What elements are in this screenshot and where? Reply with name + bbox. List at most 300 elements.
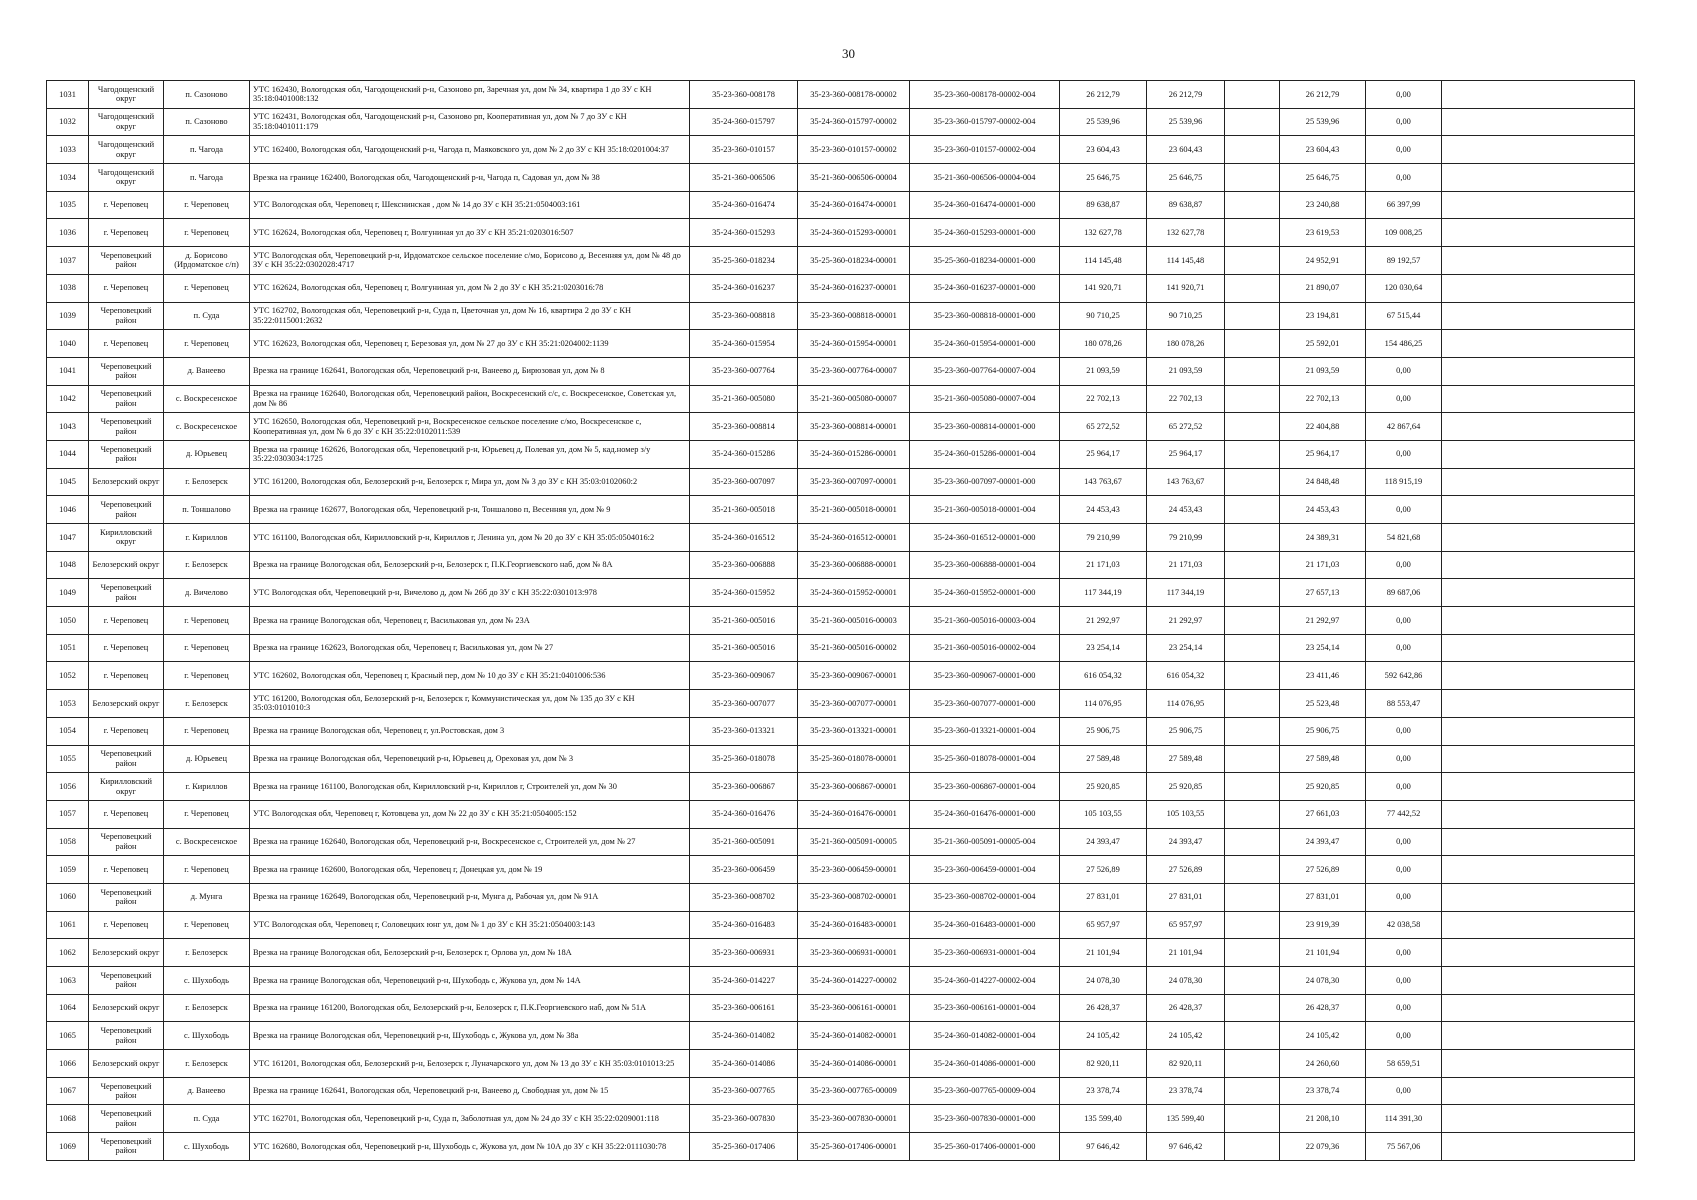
blank-cell — [1225, 994, 1280, 1022]
part-one-cell: 24 078,30 — [1280, 967, 1366, 995]
sub-code-cell: 35-23-360-006931-00001 — [798, 939, 910, 967]
locality-cell: г. Череповец — [164, 634, 250, 662]
full-code-cell: 35-23-360-007077-00001-000 — [910, 690, 1060, 718]
locality-cell: д. Юрьевец — [164, 440, 250, 468]
sub-code-cell: 35-21-360-005080-00007 — [798, 385, 910, 413]
row-number: 1060 — [47, 883, 89, 911]
blank-cell — [1225, 496, 1280, 524]
note-cell — [1442, 690, 1635, 718]
part-two-cell: 0,00 — [1366, 994, 1442, 1022]
part-one-cell: 25 906,75 — [1280, 717, 1366, 745]
sub-code-cell: 35-21-360-005018-00001 — [798, 496, 910, 524]
locality-cell: п. Чагода — [164, 164, 250, 192]
address-cell: Врезка на границе Вологодская обл, Череповец г, ул.Ростовская, дом 3 — [250, 717, 690, 745]
total-cost-cell: 65 957,97 — [1060, 911, 1147, 939]
district-cell: г. Череповец — [89, 800, 164, 828]
total-cost-cell: 135 599,40 — [1060, 1105, 1147, 1133]
table-row — [47, 357, 1635, 385]
sub-code-cell: 35-24-360-014227-00002 — [798, 967, 910, 995]
full-code-cell: 35-23-360-007097-00001-000 — [910, 468, 1060, 496]
part-two-cell: 0,00 — [1366, 81, 1442, 109]
sub-code-cell: 35-25-360-017406-00001 — [798, 1133, 910, 1161]
cost-cell: 27 526,89 — [1147, 856, 1225, 884]
address-cell: Врезка на границе Вологодская обл, Череповец г, Васильковая ул, дом № 23А — [250, 607, 690, 635]
part-two-cell: 109 008,25 — [1366, 219, 1442, 247]
total-cost-cell: 114 076,95 — [1060, 690, 1147, 718]
blank-cell — [1225, 330, 1280, 358]
full-code-cell: 35-25-360-018078-00001-004 — [910, 745, 1060, 773]
locality-cell: г. Череповец — [164, 911, 250, 939]
row-number: 1037 — [47, 247, 89, 275]
locality-cell: г. Белозерск — [164, 690, 250, 718]
blank-cell — [1225, 800, 1280, 828]
total-cost-cell: 114 145,48 — [1060, 247, 1147, 275]
part-two-cell: 88 553,47 — [1366, 690, 1442, 718]
object-code-cell: 35-23-360-009067 — [690, 662, 798, 690]
total-cost-cell: 24 078,30 — [1060, 967, 1147, 995]
cost-cell: 114 145,48 — [1147, 247, 1225, 275]
locality-cell: д. Мунга — [164, 883, 250, 911]
full-code-cell: 35-23-360-006161-00001-004 — [910, 994, 1060, 1022]
district-cell: г. Череповец — [89, 607, 164, 635]
part-two-cell: 0,00 — [1366, 551, 1442, 579]
district-cell: Белозерский округ — [89, 994, 164, 1022]
full-code-cell: 35-23-360-008178-00002-004 — [910, 81, 1060, 109]
locality-cell: д. Борисово (Ирдоматское с/п) — [164, 247, 250, 275]
sub-code-cell: 35-24-360-016474-00001 — [798, 191, 910, 219]
total-cost-cell: 24 453,43 — [1060, 496, 1147, 524]
sub-code-cell: 35-24-360-015286-00001 — [798, 440, 910, 468]
locality-cell: г. Череповец — [164, 219, 250, 247]
part-one-cell: 22 079,36 — [1280, 1133, 1366, 1161]
district-cell: Кирилловский округ — [89, 773, 164, 801]
address-cell: УТС 162400, Вологодская обл, Чагодощенский р-н, Чагода п, Маяковского ул, дом № 2 до ЗУ с КН 35:18:0201004:37 — [250, 136, 690, 164]
address-cell: Врезка на границе 162400, Вологодская обл, Чагодощенский р-н, Чагода п, Садовая ул, дом № 38 — [250, 164, 690, 192]
cost-cell: 65 957,97 — [1147, 911, 1225, 939]
part-two-cell: 0,00 — [1366, 496, 1442, 524]
table-row — [47, 385, 1635, 413]
blank-cell — [1225, 939, 1280, 967]
row-number: 1050 — [47, 607, 89, 635]
sub-code-cell: 35-24-360-016476-00001 — [798, 800, 910, 828]
cost-cell: 89 638,87 — [1147, 191, 1225, 219]
part-one-cell: 21 292,97 — [1280, 607, 1366, 635]
note-cell — [1442, 191, 1635, 219]
address-cell: УТС 161200, Вологодская обл, Белозерский р-н, Белозерск г, Коммунистическая ул, дом № 135 до ЗУ с КН 35:03:0101010:3 — [250, 690, 690, 718]
locality-cell: г. Череповец — [164, 330, 250, 358]
page-number: 30 — [842, 46, 855, 61]
note-cell — [1442, 413, 1635, 441]
address-cell: УТС 162602, Вологодская обл, Череповец г, Красный пер, дом № 10 до ЗУ с КН 35:21:0401006:536 — [250, 662, 690, 690]
cost-cell: 135 599,40 — [1147, 1105, 1225, 1133]
object-code-cell: 35-24-360-015293 — [690, 219, 798, 247]
district-cell: Чагодощенский округ — [89, 108, 164, 136]
sub-code-cell: 35-23-360-007097-00001 — [798, 468, 910, 496]
address-cell: Врезка на границе Вологодская обл, Череповецкий р-н, Шухободь с, Жукова ул, дом № 38а — [250, 1022, 690, 1050]
part-two-cell: 0,00 — [1366, 136, 1442, 164]
cost-cell: 25 906,75 — [1147, 717, 1225, 745]
sub-code-cell: 35-23-360-007077-00001 — [798, 690, 910, 718]
cost-cell: 21 171,03 — [1147, 551, 1225, 579]
table-row — [47, 1050, 1635, 1078]
total-cost-cell: 26 428,37 — [1060, 994, 1147, 1022]
part-one-cell: 24 453,43 — [1280, 496, 1366, 524]
note-cell — [1442, 634, 1635, 662]
part-one-cell: 24 393,47 — [1280, 828, 1366, 856]
district-cell: г. Череповец — [89, 662, 164, 690]
full-code-cell: 35-23-360-008814-00001-000 — [910, 413, 1060, 441]
part-one-cell: 25 646,75 — [1280, 164, 1366, 192]
sub-code-cell: 35-23-360-008702-00001 — [798, 883, 910, 911]
part-two-cell: 42 867,64 — [1366, 413, 1442, 441]
part-one-cell: 24 848,48 — [1280, 468, 1366, 496]
blank-cell — [1225, 579, 1280, 607]
blank-cell — [1225, 274, 1280, 302]
note-cell — [1442, 551, 1635, 579]
table-row — [47, 302, 1635, 330]
full-code-cell: 35-23-360-010157-00002-004 — [910, 136, 1060, 164]
part-two-cell: 154 486,25 — [1366, 330, 1442, 358]
cost-cell: 26 428,37 — [1147, 994, 1225, 1022]
locality-cell: г. Белозерск — [164, 939, 250, 967]
part-two-cell: 118 915,19 — [1366, 468, 1442, 496]
locality-cell: п. Тоншалово — [164, 496, 250, 524]
full-code-cell: 35-23-360-007764-00007-004 — [910, 357, 1060, 385]
table-row — [47, 468, 1635, 496]
full-code-cell: 35-24-360-016512-00001-000 — [910, 524, 1060, 552]
object-code-cell: 35-25-360-017406 — [690, 1133, 798, 1161]
district-cell: г. Череповец — [89, 856, 164, 884]
blank-cell — [1225, 1105, 1280, 1133]
total-cost-cell: 21 292,97 — [1060, 607, 1147, 635]
table-row — [47, 551, 1635, 579]
district-cell: Череповецкий район — [89, 1105, 164, 1133]
blank-cell — [1225, 302, 1280, 330]
address-cell: УТС 162430, Вологодская обл, Чагодощенский р-н, Сазоново рп, Заречная ул, дом № 34, квартира 1 до ЗУ с КН 35:18:0401008:132 — [250, 81, 690, 109]
district-cell: г. Череповец — [89, 634, 164, 662]
blank-cell — [1225, 108, 1280, 136]
table-row — [47, 330, 1635, 358]
note-cell — [1442, 662, 1635, 690]
total-cost-cell: 105 103,55 — [1060, 800, 1147, 828]
full-code-cell: 35-23-360-013321-00001-004 — [910, 717, 1060, 745]
full-code-cell: 35-23-360-007830-00001-000 — [910, 1105, 1060, 1133]
part-two-cell: 0,00 — [1366, 828, 1442, 856]
blank-cell — [1225, 1077, 1280, 1105]
table-row — [47, 717, 1635, 745]
sub-code-cell: 35-23-360-007765-00009 — [798, 1077, 910, 1105]
total-cost-cell: 27 589,48 — [1060, 745, 1147, 773]
district-cell: Череповецкий район — [89, 413, 164, 441]
blank-cell — [1225, 136, 1280, 164]
address-cell: Врезка на границе 162649, Вологодская обл, Череповецкий р-н, Мунга д, Рабочая ул, дом № 91А — [250, 883, 690, 911]
address-cell: Врезка на границе Вологодская обл, Череповецкий р-н, Юрьевец д, Ореховая ул, дом № 3 — [250, 745, 690, 773]
full-code-cell: 35-23-360-008818-00001-000 — [910, 302, 1060, 330]
district-cell: Чагодощенский округ — [89, 81, 164, 109]
full-code-cell: 35-21-360-005016-00002-004 — [910, 634, 1060, 662]
table-row — [47, 828, 1635, 856]
part-two-cell: 0,00 — [1366, 967, 1442, 995]
object-code-cell: 35-23-360-013321 — [690, 717, 798, 745]
note-cell — [1442, 524, 1635, 552]
note-cell — [1442, 219, 1635, 247]
table-row — [47, 800, 1635, 828]
total-cost-cell: 25 539,96 — [1060, 108, 1147, 136]
object-code-cell: 35-23-360-008814 — [690, 413, 798, 441]
sub-code-cell: 35-23-360-009067-00001 — [798, 662, 910, 690]
sub-code-cell: 35-23-360-006867-00001 — [798, 773, 910, 801]
table-row — [47, 136, 1635, 164]
locality-cell: д. Ванеево — [164, 357, 250, 385]
full-code-cell: 35-24-360-014086-00001-000 — [910, 1050, 1060, 1078]
part-one-cell: 25 920,85 — [1280, 773, 1366, 801]
note-cell — [1442, 440, 1635, 468]
district-cell: Белозерский округ — [89, 468, 164, 496]
address-cell: Врезка на границе 162641, Вологодская обл, Череповецкий р-н, Ванеево д, Бирюзовая ул, дом № 8 — [250, 357, 690, 385]
blank-cell — [1225, 717, 1280, 745]
district-cell: г. Череповец — [89, 191, 164, 219]
part-two-cell: 0,00 — [1366, 745, 1442, 773]
district-cell: Череповецкий район — [89, 247, 164, 275]
cost-cell: 24 078,30 — [1147, 967, 1225, 995]
district-cell: Череповецкий район — [89, 828, 164, 856]
object-code-cell: 35-23-360-006459 — [690, 856, 798, 884]
note-cell — [1442, 883, 1635, 911]
cost-cell: 97 646,42 — [1147, 1133, 1225, 1161]
note-cell — [1442, 357, 1635, 385]
full-code-cell: 35-23-360-006459-00001-004 — [910, 856, 1060, 884]
part-two-cell: 0,00 — [1366, 1077, 1442, 1105]
object-code-cell: 35-24-360-014227 — [690, 967, 798, 995]
cost-cell: 24 393,47 — [1147, 828, 1225, 856]
part-one-cell: 23 194,81 — [1280, 302, 1366, 330]
sub-code-cell: 35-24-360-015952-00001 — [798, 579, 910, 607]
object-code-cell: 35-24-360-016483 — [690, 911, 798, 939]
cost-cell: 143 763,67 — [1147, 468, 1225, 496]
row-number: 1058 — [47, 828, 89, 856]
locality-cell: г. Белозерск — [164, 1050, 250, 1078]
row-number: 1045 — [47, 468, 89, 496]
row-number: 1061 — [47, 911, 89, 939]
district-cell: Череповецкий район — [89, 1077, 164, 1105]
total-cost-cell: 23 378,74 — [1060, 1077, 1147, 1105]
cost-cell: 82 920,11 — [1147, 1050, 1225, 1078]
district-cell: г. Череповец — [89, 717, 164, 745]
part-one-cell: 27 831,01 — [1280, 883, 1366, 911]
total-cost-cell: 21 101,94 — [1060, 939, 1147, 967]
address-cell: Врезка на границе 162626, Вологодская обл, Череповецкий р-н, Юрьевец д, Полевая ул, дом № 5, кад.номер з/у 35:22:0303034:1725 — [250, 440, 690, 468]
part-one-cell: 27 589,48 — [1280, 745, 1366, 773]
locality-cell: п. Сазоново — [164, 108, 250, 136]
part-one-cell: 23 604,43 — [1280, 136, 1366, 164]
object-code-cell: 35-24-360-014086 — [690, 1050, 798, 1078]
full-code-cell: 35-24-360-014082-00001-004 — [910, 1022, 1060, 1050]
table-row — [47, 1022, 1635, 1050]
district-cell: Чагодощенский округ — [89, 164, 164, 192]
sub-code-cell: 35-23-360-010157-00002 — [798, 136, 910, 164]
blank-cell — [1225, 883, 1280, 911]
blank-cell — [1225, 440, 1280, 468]
district-cell: Череповецкий район — [89, 579, 164, 607]
address-cell: УТС 162650, Вологодская обл, Череповецкий р-н, Воскресенское сельское поселение с/мо, Воскресенское с, Кооперативная ул, дом № 6 до ЗУ с КН 35:22:0102011:539 — [250, 413, 690, 441]
address-cell: УТС 161200, Вологодская обл, Белозерский р-н, Белозерск г, Мира ул, дом № 3 до ЗУ с КН 35:03:0102060:2 — [250, 468, 690, 496]
part-one-cell: 27 657,13 — [1280, 579, 1366, 607]
locality-cell: п. Чагода — [164, 136, 250, 164]
full-code-cell: 35-24-360-016237-00001-000 — [910, 274, 1060, 302]
table-row — [47, 496, 1635, 524]
locality-cell: с. Шухободь — [164, 967, 250, 995]
table-row — [47, 994, 1635, 1022]
district-cell: Череповецкий район — [89, 1133, 164, 1161]
blank-cell — [1225, 634, 1280, 662]
note-cell — [1442, 1022, 1635, 1050]
locality-cell: с. Воскресенское — [164, 413, 250, 441]
part-one-cell: 21 093,59 — [1280, 357, 1366, 385]
blank-cell — [1225, 247, 1280, 275]
total-cost-cell: 82 920,11 — [1060, 1050, 1147, 1078]
cost-cell: 22 702,13 — [1147, 385, 1225, 413]
locality-cell: п. Сазоново — [164, 81, 250, 109]
sub-code-cell: 35-23-360-008814-00001 — [798, 413, 910, 441]
part-one-cell: 25 523,48 — [1280, 690, 1366, 718]
row-number: 1038 — [47, 274, 89, 302]
district-cell: г. Череповец — [89, 911, 164, 939]
row-number: 1046 — [47, 496, 89, 524]
note-cell — [1442, 828, 1635, 856]
address-cell: Врезка на границе 161100, Вологодская обл, Кирилловский р-н, Кириллов г, Строителей ул, дом № 30 — [250, 773, 690, 801]
row-number: 1057 — [47, 800, 89, 828]
note-cell — [1442, 274, 1635, 302]
part-two-cell: 0,00 — [1366, 717, 1442, 745]
part-one-cell: 26 428,37 — [1280, 994, 1366, 1022]
part-two-cell: 67 515,44 — [1366, 302, 1442, 330]
object-code-cell: 35-23-360-007765 — [690, 1077, 798, 1105]
object-code-cell: 35-21-360-005091 — [690, 828, 798, 856]
object-code-cell: 35-25-360-018078 — [690, 745, 798, 773]
sub-code-cell: 35-23-360-006888-00001 — [798, 551, 910, 579]
address-cell: Врезка на границе 162640, Вологодская обл, Череповецкий р-н, Воскресенское с, Строителей ул, дом № 27 — [250, 828, 690, 856]
total-cost-cell: 25 964,17 — [1060, 440, 1147, 468]
address-cell: УТС Вологодская обл, Череповец г, Котовцева ул, дом № 22 до ЗУ с КН 35:21:0504005:152 — [250, 800, 690, 828]
address-cell: УТС 162624, Вологодская обл, Череповец г, Волгуниная ул до ЗУ с КН 35:21:0203016:507 — [250, 219, 690, 247]
address-cell: УТС Вологодская обл, Череповец г, Соловецких юнг ул, дом № 1 до ЗУ с КН 35:21:0504003:143 — [250, 911, 690, 939]
cost-cell: 616 054,32 — [1147, 662, 1225, 690]
locality-cell: г. Череповец — [164, 274, 250, 302]
district-cell: г. Череповец — [89, 219, 164, 247]
table-row — [47, 164, 1635, 192]
cost-cell: 141 920,71 — [1147, 274, 1225, 302]
cost-cell: 25 539,96 — [1147, 108, 1225, 136]
full-code-cell: 35-21-360-005016-00003-004 — [910, 607, 1060, 635]
table-row — [47, 219, 1635, 247]
cost-cell: 25 646,75 — [1147, 164, 1225, 192]
district-cell: г. Череповец — [89, 330, 164, 358]
total-cost-cell: 21 093,59 — [1060, 357, 1147, 385]
locality-cell: г. Череповец — [164, 800, 250, 828]
blank-cell — [1225, 413, 1280, 441]
locality-cell: г. Кириллов — [164, 773, 250, 801]
part-two-cell: 54 821,68 — [1366, 524, 1442, 552]
cost-cell: 27 831,01 — [1147, 883, 1225, 911]
total-cost-cell: 616 054,32 — [1060, 662, 1147, 690]
district-cell: Череповецкий район — [89, 745, 164, 773]
object-code-cell: 35-21-360-006506 — [690, 164, 798, 192]
note-cell — [1442, 496, 1635, 524]
table-row — [47, 274, 1635, 302]
district-cell: Череповецкий район — [89, 357, 164, 385]
total-cost-cell: 25 646,75 — [1060, 164, 1147, 192]
blank-cell — [1225, 191, 1280, 219]
sub-code-cell: 35-25-360-018234-00001 — [798, 247, 910, 275]
row-number: 1068 — [47, 1105, 89, 1133]
district-cell: Кирилловский округ — [89, 524, 164, 552]
cost-cell: 24 105,42 — [1147, 1022, 1225, 1050]
object-code-cell: 35-24-360-016237 — [690, 274, 798, 302]
blank-cell — [1225, 690, 1280, 718]
district-cell: Белозерский округ — [89, 1050, 164, 1078]
full-code-cell: 35-24-360-015952-00001-000 — [910, 579, 1060, 607]
row-number: 1042 — [47, 385, 89, 413]
table-row — [47, 911, 1635, 939]
cost-cell: 25 920,85 — [1147, 773, 1225, 801]
part-two-cell: 0,00 — [1366, 1022, 1442, 1050]
object-code-cell: 35-23-360-008818 — [690, 302, 798, 330]
part-one-cell: 21 171,03 — [1280, 551, 1366, 579]
part-one-cell: 27 661,03 — [1280, 800, 1366, 828]
full-code-cell: 35-24-360-016474-00001-000 — [910, 191, 1060, 219]
object-code-cell: 35-24-360-015952 — [690, 579, 798, 607]
district-cell: Белозерский округ — [89, 690, 164, 718]
total-cost-cell: 27 526,89 — [1060, 856, 1147, 884]
sub-code-cell: 35-24-360-015797-00002 — [798, 108, 910, 136]
cost-cell: 23 378,74 — [1147, 1077, 1225, 1105]
row-number: 1054 — [47, 717, 89, 745]
table-row — [47, 967, 1635, 995]
part-two-cell: 114 391,30 — [1366, 1105, 1442, 1133]
table-row — [47, 440, 1635, 468]
sub-code-cell: 35-23-360-008178-00002 — [798, 81, 910, 109]
total-cost-cell: 25 906,75 — [1060, 717, 1147, 745]
row-number: 1059 — [47, 856, 89, 884]
part-two-cell: 0,00 — [1366, 440, 1442, 468]
object-code-cell: 35-23-360-007830 — [690, 1105, 798, 1133]
part-one-cell: 22 404,88 — [1280, 413, 1366, 441]
part-two-cell: 0,00 — [1366, 883, 1442, 911]
row-number: 1047 — [47, 524, 89, 552]
row-number: 1035 — [47, 191, 89, 219]
cost-cell: 114 076,95 — [1147, 690, 1225, 718]
sub-code-cell: 35-24-360-014086-00001 — [798, 1050, 910, 1078]
note-cell — [1442, 1077, 1635, 1105]
object-code-cell: 35-23-360-007097 — [690, 468, 798, 496]
row-number: 1041 — [47, 357, 89, 385]
full-code-cell: 35-25-360-017406-00001-000 — [910, 1133, 1060, 1161]
row-number: 1040 — [47, 330, 89, 358]
cost-cell: 65 272,52 — [1147, 413, 1225, 441]
cost-cell: 21 101,94 — [1147, 939, 1225, 967]
address-cell: УТС 162623, Вологодская обл, Череповец г, Березовая ул, дом № 27 до ЗУ с КН 35:21:0204002:1139 — [250, 330, 690, 358]
table-row — [47, 690, 1635, 718]
table-row — [47, 524, 1635, 552]
row-number: 1063 — [47, 967, 89, 995]
row-number: 1056 — [47, 773, 89, 801]
table-row — [47, 579, 1635, 607]
row-number: 1052 — [47, 662, 89, 690]
locality-cell: г. Череповец — [164, 607, 250, 635]
full-code-cell: 35-21-360-005018-00001-004 — [910, 496, 1060, 524]
locality-cell: д. Ванеево — [164, 1077, 250, 1105]
locality-cell: г. Череповец — [164, 856, 250, 884]
